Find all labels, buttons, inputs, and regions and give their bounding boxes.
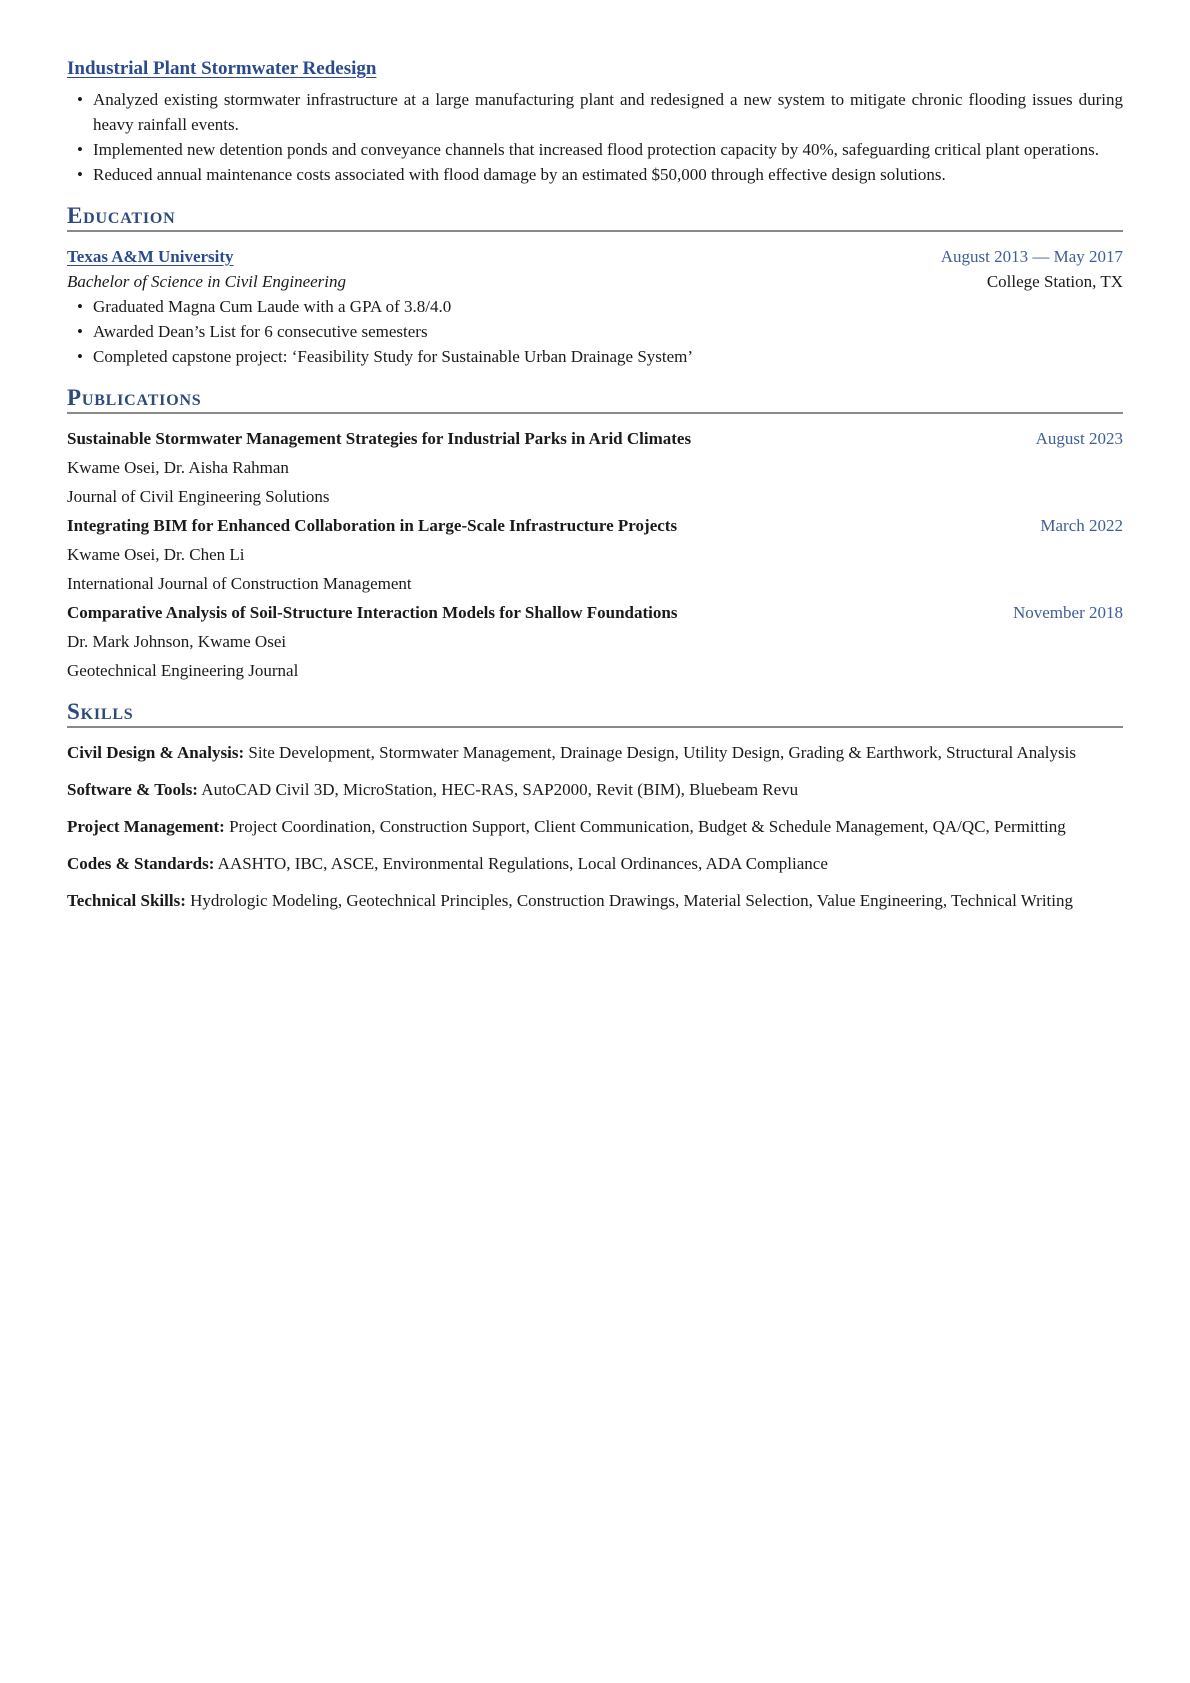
education-bullet: • Awarded Dean’s List for 6 consecutive semesters (93, 319, 1123, 344)
education-bullet-list (67, 294, 1123, 369)
skill-line (67, 777, 1123, 802)
project-title-link[interactable]: Industrial Plant Stormwater Redesign (67, 58, 377, 79)
skill-line (67, 851, 1123, 876)
publication-title: Comparative Analysis of Soil-Structure Interaction Models for Shallow Foundations (67, 603, 678, 622)
publication-item (67, 600, 1123, 683)
publication-title: Integrating BIM for Enhanced Collaboration in Large-Scale Infrastructure Projects (67, 516, 678, 535)
publication-title-row (67, 426, 1123, 451)
publication-item (67, 513, 1123, 596)
skill-detail: AASHTO, IBC, ASCE, Environmental Regulations, Local Ordinances, ADA Compliance (217, 854, 828, 873)
skill-detail: AutoCAD Civil 3D, MicroStation, HEC-RAS, SAP2000, Revit (BIM), Bluebeam Revu (201, 780, 799, 799)
skill-line (67, 888, 1123, 913)
skill-line (67, 740, 1123, 765)
skill-category: Software & Tools: (67, 780, 198, 799)
publication-authors: Dr. Mark Johnson, Kwame Osei (67, 632, 287, 651)
skills-heading: Skills (67, 698, 1123, 728)
education-degree-row (67, 269, 1123, 294)
publication-title: Sustainable Stormwater Management Strategies for Industrial Parks in Arid Climates (67, 429, 692, 448)
skill-category: Project Management: (67, 817, 225, 836)
publication-journal: International Journal of Construction Management (67, 574, 412, 593)
education-bullet: • Graduated Magna Cum Laude with a GPA of 3.8/4.0 (93, 294, 1123, 319)
project-bullet: • Implemented new detention ponds and conveyance channels that increased flood protection capacity by 40%, safeguarding critical plant operations. (93, 137, 1123, 162)
education-heading: Education (67, 202, 1123, 232)
education-location: College Station, TX (986, 272, 1123, 291)
publication-title-row (67, 600, 1123, 625)
publications-heading: Publications (67, 384, 1123, 414)
project-bullet-list (67, 87, 1123, 187)
publication-date: March 2022 (1040, 516, 1123, 535)
publication-date: August 2023 (1035, 429, 1123, 448)
education-section (67, 202, 1123, 369)
skill-detail: Site Development, Stormwater Management, Drainage Design, Utility Design, Grading & Earthwork, Structural Analysis (248, 743, 1076, 762)
project-bullet: • Reduced annual maintenance costs associated with flood damage by an estimated $50,000 through effective design solutions. (93, 162, 1123, 187)
degree-text: Bachelor of Science in Civil Engineering (67, 272, 347, 291)
skill-detail: Hydrologic Modeling, Geotechnical Principles, Construction Drawings, Material Selection, Value Engineering, Technical Writing (190, 891, 1074, 910)
education-school-row (67, 244, 1123, 269)
skill-category: Civil Design & Analysis: (67, 743, 245, 762)
project-section (67, 56, 1123, 187)
education-bullet: • Completed capstone project: ‘Feasibility Study for Sustainable Urban Drainage System’ (93, 344, 1123, 369)
publication-date: November 2018 (1012, 603, 1123, 622)
publication-journal: Journal of Civil Engineering Solutions (67, 487, 330, 506)
skill-category: Technical Skills: (67, 891, 186, 910)
publication-title-row (67, 513, 1123, 538)
publication-item (67, 426, 1123, 509)
skill-line (67, 814, 1123, 839)
publications-section (67, 384, 1123, 683)
skill-detail: Project Coordination, Construction Support, Client Communication, Budget & Schedule Management, QA/QC, Permitting (229, 817, 1066, 836)
skills-section (67, 698, 1123, 913)
school-link[interactable]: Texas A&M University (67, 247, 234, 266)
education-dates: August 2013 — May 2017 (940, 247, 1123, 266)
publication-journal: Geotechnical Engineering Journal (67, 661, 299, 680)
skill-category: Codes & Standards: (67, 854, 215, 873)
publication-authors: Kwame Osei, Dr. Aisha Rahman (67, 458, 289, 477)
publication-authors: Kwame Osei, Dr. Chen Li (67, 545, 245, 564)
project-bullet: • Analyzed existing stormwater infrastructure at a large manufacturing plant and redesigned a new system to mitigate chronic flooding issues during heavy rainfall events. (93, 87, 1123, 137)
